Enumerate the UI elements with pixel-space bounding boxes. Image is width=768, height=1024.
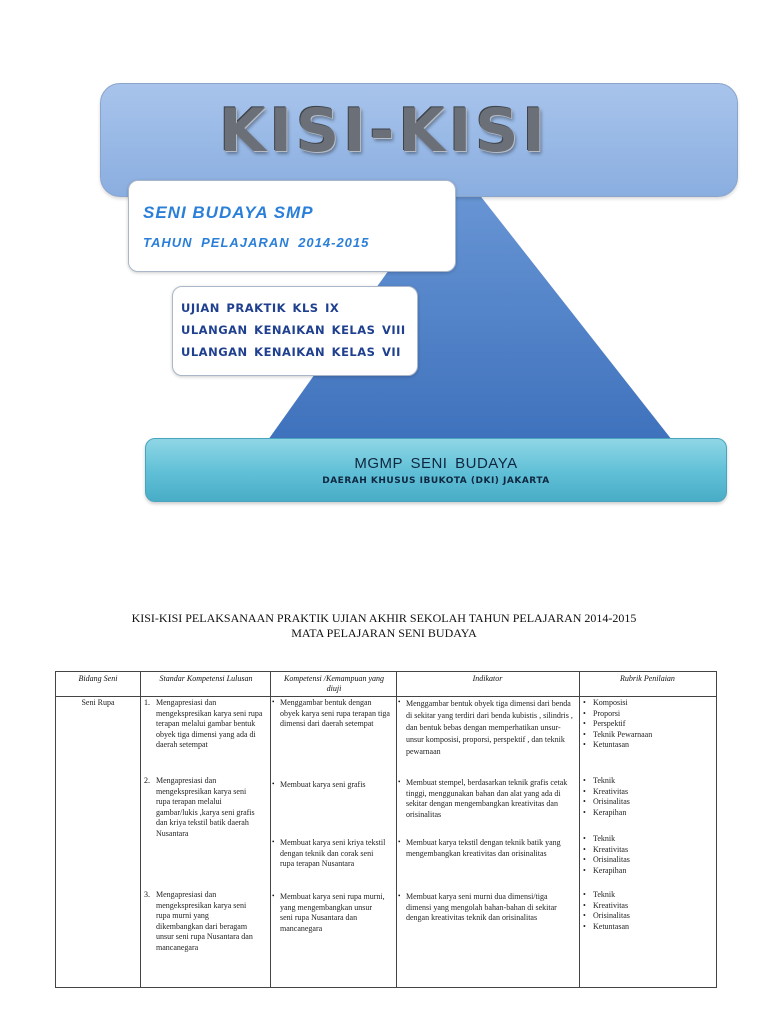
bidang-seni-cell: Seni Rupa bbox=[81, 698, 115, 707]
rubrik-item: • Ketuntasan bbox=[582, 740, 652, 751]
organization-region: DAERAH KHUSUS IBUKOTA (DKI) JAKARTA bbox=[322, 476, 550, 486]
rubrik-item: • Kreativitas bbox=[582, 787, 630, 798]
header-rubrik: Rubrik Penilaian bbox=[620, 674, 675, 683]
kompetensi-item: Membuat karya seni kriya tekstil dengan teknik dan corak seni rupa terapan Nusantara bbox=[280, 838, 386, 868]
rubrik-list bbox=[582, 698, 652, 751]
rubrik-item: • Teknik Pewarnaan bbox=[582, 730, 652, 741]
rubrik-item: • Ketuntasan bbox=[582, 922, 630, 933]
kompetensi-item: Menggambar bentuk dengan obyek karya seni rupa terapan tiga dimensi dari daerah setempat bbox=[280, 698, 390, 728]
indikator-item: Membuat stempel, berdasarkan teknik grafis cetak tinggi, menggunakan bahan dan alat yang ada di sekitar dengan mengembangkan kreativitas dan orisinalitas bbox=[406, 778, 568, 819]
rubrik-item: • Teknik bbox=[582, 834, 630, 845]
document-subtitle: MATA PELAJARAN SENI BUDAYA bbox=[291, 626, 477, 640]
standar-number: 2. bbox=[144, 776, 150, 785]
rubrik-list bbox=[582, 834, 630, 876]
organization-name: MGMP SENI BUDAYA bbox=[354, 455, 518, 472]
rubrik-item: • Orisinalitas bbox=[582, 911, 630, 922]
rubrik-item: • Kreativitas bbox=[582, 901, 630, 912]
rubrik-item: • Proporsi bbox=[582, 709, 652, 720]
standar-item: Mengapresiasi dan mengekspresikan karya seni rupa terapan melalui gambar bentuk obyek tiga dimensi yang ada di daerah setempat bbox=[156, 698, 263, 749]
rubrik-list bbox=[582, 890, 630, 932]
rubrik-item: • Komposisi bbox=[582, 698, 652, 709]
standar-number: 3. bbox=[144, 890, 150, 899]
indikator-item: Membuat karya seni murni dua dimensi/tiga dimensi yang mengolah bahan-bahan di sekitar dengan kreativitas teknik dan orisinalitas bbox=[406, 892, 557, 922]
subject-card bbox=[128, 180, 456, 272]
exam-item: UJIAN PRAKTIK KLS IX bbox=[181, 301, 340, 315]
standar-number: 1. bbox=[144, 698, 150, 707]
header-indikator: Indikator bbox=[472, 674, 503, 683]
exam-item: ULANGAN KENAIKAN KELAS VIII bbox=[181, 323, 406, 337]
header-kompetensi: Kompetensi /Kemampuan yang diuji bbox=[284, 674, 384, 693]
rubrik-list bbox=[582, 776, 630, 818]
standar-item: Mengapresiasi dan mengekspresikan karya seni rupa murni yang dikembangkan dari beragam unsur seni rupa Nusantara dan mancanegara bbox=[156, 890, 253, 952]
standar-item: Mengapresiasi dan mengekspresikan karya seni rupa terapan melalui gambar/lukis ,karya seni grafis dan kriya tekstil batik daerah Nusantara bbox=[156, 776, 255, 838]
indikator-item: Membuat karya tekstil dengan teknik batik yang mengembangkan kreativitas dan orisinalitas bbox=[406, 838, 561, 858]
subject-title: SENI BUDAYA SMP bbox=[143, 203, 314, 222]
rubrik-item: • Orisinalitas bbox=[582, 797, 630, 808]
rubrik-item: • Teknik bbox=[582, 776, 630, 787]
exam-list-card bbox=[172, 286, 418, 376]
indikator-item: Menggambar bentuk obyek tiga dimensi dari benda di sekitar yang terdiri dari benda kubistis , silindris , dan bentuk bebas dengan memperhatikan unsur-unsur komposisi, proporsi, perspektif , dan teknik pewarnaan bbox=[406, 699, 573, 756]
kisi-kisi-table: Bidang Seni Standar Kompetensi Lulusan Kompetensi /Kemampuan yang diuji Indikator Rubrik Penilaian Seni Rupa 1. Mengapresiasi dan mengekspresikan karya seni rupa terapan melalui gambar bentuk obyek tiga dimensi yang ada di daerah setempat 2. Mengapresiasi dan mengekspresikan karya seni rupa terapan melalui gambar/lukis ,karya seni grafis dan kriya tekstil batik daerah Nusantara 3. Mengapresiasi dan mengekspresikan karya seni rupa murni yang dikembangkan dari beragam unsur seni rupa Nusantara dan mancanegara • Menggambar bentuk dengan obyek karya seni rupa terapan tiga dimensi dari daerah setempat • Membuat karya seni grafis • Membuat karya seni kriya tekstil dengan teknik dan corak seni rupa terapan Nusantara • Membuat karya seni rupa murni, yang mengembangkan unsur seni rupa Nusantara dan mancanegara • Menggambar bentuk obyek tiga dimensi dari benda di sekitar yang terdiri dari benda kubistis , silindris , dan bentuk bebas dengan memperhatikan unsur-unsur komposisi, proporsi, perspektif , dan teknik pewarnaan • Membuat stempel, berdasarkan teknik grafis cetak tinggi, menggunakan bahan dan alat yang ada di sekitar dengan mengembangkan kreativitas dan orisinalitas • Membuat karya tekstil dengan teknik batik yang mengembangkan kreativitas dan orisinalitas • Membuat karya seni murni dua dimensi/tiga dimensi yang mengolah bahan-bahan di sekitar dengan kreativitas teknik dan orisinalitas • Komposisi • Proporsi • Perspektif • Teknik Pewarnaan • Ketuntasan • Teknik • Kreativitas • Orisinalitas • Kerapihan • Teknik • Kreativitas • Orisinalitas • Kerapihan • Teknik • Kreativitas • Orisinalitas • Ketuntasan bbox=[55, 671, 717, 988]
header-standar-kompetensi: Standar Kompetensi Lulusan bbox=[159, 674, 253, 683]
rubrik-item: • Kerapihan bbox=[582, 808, 630, 819]
banner-title: KISI-KISI bbox=[219, 96, 549, 166]
exam-item: ULANGAN KENAIKAN KELAS VII bbox=[181, 345, 401, 359]
rubrik-item: • Teknik bbox=[582, 890, 630, 901]
organization-bar bbox=[145, 438, 727, 502]
kompetensi-item: Membuat karya seni rupa murni, yang mengembangkan unsur seni rupa Nusantara dan mancanegara bbox=[280, 892, 385, 933]
kompetensi-item: Membuat karya seni grafis bbox=[280, 780, 366, 789]
header-bidang-seni: Bidang Seni bbox=[78, 674, 118, 683]
rubrik-item: • Orisinalitas bbox=[582, 855, 630, 866]
rubrik-item: • Kerapihan bbox=[582, 866, 630, 877]
document-title: KISI-KISI PELAKSANAAN PRAKTIK UJIAN AKHIR SEKOLAH TAHUN PELAJARAN 2014-2015 bbox=[131, 611, 637, 625]
school-year: TAHUN PELAJARAN 2014-2015 bbox=[143, 235, 370, 250]
rubrik-item: • Kreativitas bbox=[582, 845, 630, 856]
rubrik-item: • Perspektif bbox=[582, 719, 652, 730]
